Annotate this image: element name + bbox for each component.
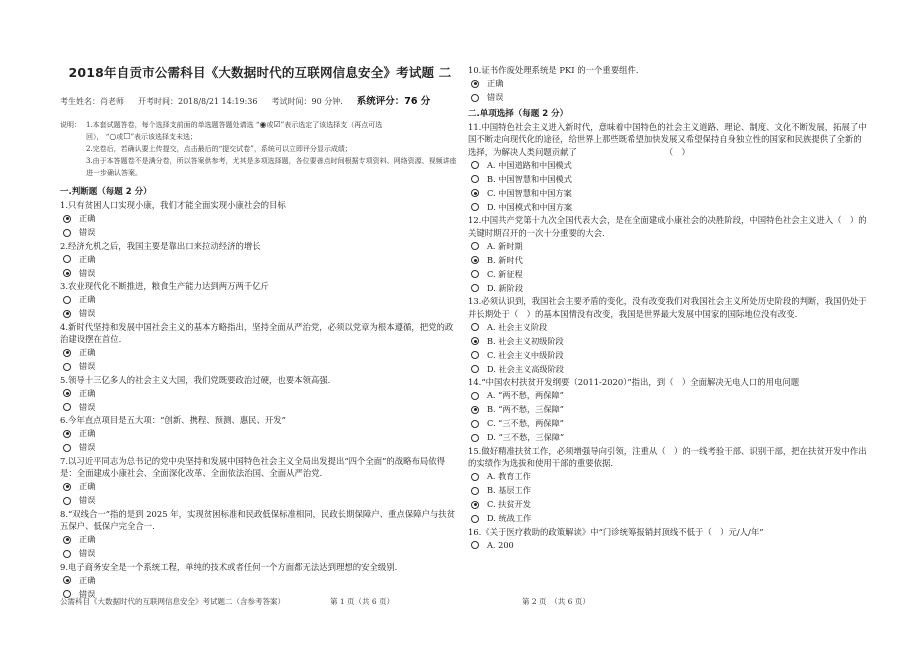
instr-text: 或	[116, 133, 124, 141]
radio-selected-icon[interactable]	[471, 337, 479, 345]
option-label: C. 中国智慧和中国方案	[487, 187, 572, 198]
option-label: 正确	[79, 481, 96, 491]
footer-doc-title: 公需科目《大数据时代的互联网信息安全》考试题二（含参考答案）	[60, 597, 285, 606]
answer-option[interactable]	[468, 77, 868, 91]
answer-option[interactable]	[468, 253, 868, 267]
radio-selected-icon[interactable]	[471, 256, 479, 264]
answer-option[interactable]	[468, 362, 868, 376]
option-label: C. 新征程	[487, 268, 523, 279]
option-label: C. “三不愁，两保障”	[487, 418, 564, 428]
option-label: D. 新阶段	[487, 282, 524, 293]
option-label: D. “三不愁，三保障”	[487, 432, 565, 442]
option-label: 错误	[79, 401, 96, 412]
right-page	[468, 0, 868, 552]
radio-selected-icon[interactable]	[63, 269, 71, 277]
radio-empty-icon[interactable]	[471, 161, 479, 169]
question-text: 8.“双线合一”指的是到 2025 年，实现贫困标准和民政低保标准相同，民政长期保障户、重点保障户与扶贫五保户、低保户完全合一.	[60, 508, 455, 531]
question-text: 16.《关于医疗救助的政策解读》中“门诊统筹报销封顶线不低于（ ）元/人/年”	[468, 526, 764, 537]
radio-empty-icon[interactable]	[471, 242, 479, 250]
option-label: 正确	[79, 428, 96, 438]
radio-empty-icon[interactable]	[471, 270, 479, 278]
answer-option[interactable]	[468, 470, 868, 484]
option-label: B. 基层工作	[487, 485, 531, 495]
option-label: D. 社会主义高级阶段	[487, 363, 564, 374]
instructions-label: 说明：	[60, 121, 81, 129]
question-text: 6.今年直点项目是五大项：“创新、携程、预测、惠民、开发”	[60, 415, 286, 425]
question-text: 10.证书作废处理系统是 PKI 的一个重要组件.	[468, 65, 639, 75]
answer-option[interactable]	[60, 547, 460, 561]
checkbox-checked-icon: ☑	[273, 120, 281, 129]
answer-option[interactable]	[468, 186, 868, 200]
option-label: 正确	[79, 294, 96, 304]
answer-option[interactable]	[60, 212, 460, 226]
option-label: D. 中国模式和中国方案	[487, 201, 573, 212]
option-label: B. 新时代	[487, 254, 523, 265]
radio-empty-icon[interactable]	[63, 229, 71, 237]
answer-option[interactable]	[468, 498, 868, 512]
radio-empty-icon[interactable]	[63, 444, 71, 452]
option-label: 错误	[79, 495, 96, 505]
radio-selected-icon: ◉	[259, 120, 267, 129]
instr-text: 1.本套试题答卷，每个选择支前面的单选题答题处请选 “	[86, 121, 260, 129]
exam-title: 2018年自贡市公需科目《大数据时代的互联网信息安全》考试题 二	[68, 65, 452, 80]
radio-empty-icon[interactable]	[471, 323, 479, 331]
single-choice-list	[468, 121, 868, 553]
radio-empty-icon[interactable]	[471, 434, 479, 442]
radio-empty-icon[interactable]	[471, 203, 479, 211]
question-text: 1.只有贫困人口实现小康，我们才能全面实现小康社会的目标	[60, 200, 286, 210]
radio-empty-icon[interactable]	[471, 284, 479, 292]
answer-option[interactable]	[468, 267, 868, 281]
duration: 考试时间：90 分钟.	[271, 97, 343, 106]
answer-option[interactable]	[60, 252, 460, 266]
answer-option[interactable]	[60, 226, 460, 240]
radio-empty-icon[interactable]	[471, 392, 479, 400]
option-label: 正确	[79, 253, 96, 264]
option-label: C. 社会主义中级阶段	[487, 349, 564, 360]
answer-option[interactable]	[468, 417, 868, 431]
radio-selected-icon[interactable]	[63, 483, 71, 491]
radio-empty-icon[interactable]	[63, 497, 71, 505]
option-label: 错误	[487, 92, 504, 102]
option-label: 正确	[79, 347, 96, 357]
answer-option[interactable]	[468, 403, 868, 417]
candidate-name: 考生姓名：肖老师	[60, 97, 124, 106]
radio-selected-icon[interactable]	[63, 430, 71, 438]
radio-empty-icon[interactable]	[471, 541, 479, 549]
question-text: 9.电子商务安全是一个系统工程，单纯的技术或者任何一个方面都无法达到理想的安全级别.	[60, 561, 398, 572]
answer-option[interactable]	[60, 400, 460, 414]
radio-empty-icon: ○	[109, 132, 117, 141]
radio-empty-icon[interactable]	[63, 363, 71, 371]
judge-question-10	[468, 64, 868, 105]
option-label: B. 社会主义初级阶段	[487, 335, 564, 346]
radio-selected-icon[interactable]	[471, 80, 479, 88]
option-label: 错误	[79, 308, 96, 318]
start-time: 开考时间：2018/8/21 14:19:36	[138, 97, 258, 106]
question-text: 5.领导十三亿多人的社会主义大国，我们党既要政治过硬，也要本领高强.	[60, 374, 331, 385]
footer-page-1: 第 1 页（共 6 页）	[330, 597, 395, 606]
instructions	[60, 119, 460, 179]
radio-selected-icon[interactable]	[63, 310, 71, 318]
radio-selected-icon[interactable]	[471, 501, 479, 509]
answer-option[interactable]	[468, 91, 868, 105]
radio-empty-icon[interactable]	[471, 515, 479, 523]
instr-line-3: 3.由于本答题卷不是满分卷，所以答案供参考，尤其是多项选择题，各位要善点时间根据专项资料、网络资源、视频讲座进一步确认答案。	[86, 157, 457, 177]
option-label: D. 统战工作	[487, 513, 532, 523]
answer-option[interactable]	[60, 494, 460, 508]
option-label: A. “两不愁，两保障”	[487, 390, 564, 400]
option-label: B. 中国智慧和中国模式	[487, 173, 572, 184]
answer-option[interactable]	[468, 348, 868, 362]
answer-option[interactable]	[60, 573, 460, 587]
section-single-title: 二.单项选择（每题 2 分）	[468, 108, 569, 119]
question-text: 15.做好精准扶贫工作，必须增强导向引领，注重从（ ）的一线考验干部、识别干部，把在扶贫开发中作出的实绩作为选拔和使用干部的重要依据.	[468, 445, 867, 468]
left-page	[60, 0, 460, 601]
answer-option[interactable]	[468, 484, 868, 498]
radio-empty-icon[interactable]	[63, 550, 71, 558]
answer-option[interactable]	[60, 266, 460, 280]
judge-question-list	[60, 199, 460, 601]
option-label: A. 教育工作	[487, 471, 531, 481]
answer-option[interactable]	[60, 360, 460, 374]
answer-option[interactable]	[468, 320, 868, 334]
answer-option[interactable]	[60, 346, 460, 360]
radio-selected-icon[interactable]	[63, 576, 71, 584]
radio-empty-icon[interactable]	[63, 296, 71, 304]
radio-empty-icon[interactable]	[63, 255, 71, 263]
radio-empty-icon[interactable]	[471, 420, 479, 428]
radio-selected-icon[interactable]	[63, 215, 71, 223]
answer-option[interactable]	[468, 172, 868, 186]
option-label: 正确	[79, 574, 96, 585]
answer-option[interactable]	[60, 293, 460, 307]
option-label: 正确	[79, 213, 96, 223]
answer-option[interactable]	[468, 389, 868, 403]
answer-option[interactable]	[60, 427, 460, 441]
question-text: 2.经济允机之后，我国主要是靠出口来拉动经济的增长	[60, 240, 261, 251]
answer-option[interactable]	[468, 538, 868, 552]
answer-option[interactable]	[60, 533, 460, 547]
answer-option[interactable]	[60, 307, 460, 321]
radio-selected-icon[interactable]	[63, 536, 71, 544]
radio-empty-icon[interactable]	[471, 365, 479, 373]
answer-option[interactable]	[468, 200, 868, 214]
option-label: C. 扶贫开发	[487, 499, 531, 509]
question-text: 13.必须认识到，我国社会主要矛盾的变化，没有改变我们对我国社会主义所处历史阶段的判断，我国仍处于并长期处于（ ）的基本国情没有改变，我国是世界最大发展中国家的国际地位没有改变.	[468, 296, 867, 319]
system-score: 系统评分：76 分	[356, 96, 431, 107]
radio-selected-icon[interactable]	[471, 406, 479, 414]
radio-empty-icon[interactable]	[471, 351, 479, 359]
option-label: A. 社会主义阶段	[487, 321, 548, 332]
section-judge-title: 一.判断题（每题 2 分）	[60, 187, 152, 197]
option-label: 错误	[79, 548, 96, 558]
option-label: 正确	[487, 78, 504, 88]
radio-selected-icon[interactable]	[63, 349, 71, 357]
question-text: 14.“中国农村扶贫开发纲要（2011-2020）”指出，到（ ）全面解决无电人口的用电问题	[468, 377, 800, 387]
radio-selected-icon[interactable]	[63, 389, 71, 397]
answer-option[interactable]	[60, 386, 460, 400]
exam-meta	[60, 93, 460, 107]
answer-option[interactable]	[60, 480, 460, 494]
checkbox-empty-icon: ☐	[123, 132, 131, 141]
answer-option[interactable]	[468, 334, 868, 348]
option-label: 错误	[79, 227, 96, 237]
instr-text: ”表示选定了该选择支（再点可选	[280, 121, 383, 129]
instr-text: 或	[266, 121, 274, 129]
question-text: 7.以习近平同志为总书记的党中央坚持和发展中国特色社会主义全局出发提出“四个全面”的战略布局依得是：全面建成小康社会、全面深化改革、全面依法治国、全面从严治党.	[60, 455, 446, 478]
question-text: 11.中国特色社会主义进入新时代，意味着中国特色的社会主义道路、理论、制度、文化不断发展，拓展了中国不断走向现代化的途径，给世界上那些既希望加快发展又希望保持自身独立性的国家和民族提供了全新的选择，为解决人类问题贡献了 （ ）	[468, 121, 867, 157]
option-label: 正确	[79, 387, 96, 398]
answer-option[interactable]	[468, 158, 868, 172]
option-label: 正确	[79, 534, 96, 544]
footer-page-2: 第 2 页 （共 6 页）	[522, 597, 590, 606]
radio-empty-icon[interactable]	[471, 94, 479, 102]
answer-option[interactable]	[468, 281, 868, 295]
instr-line-2: 2.完卷后，若确认要上传提交，点击最后的“提交试卷”，系统可以立即评分显示成绩；	[86, 145, 352, 153]
question-text: 12.中国共产党第十九次全国代表大会，是在全面建成小康社会的决胜阶段，中国特色社会主义进入（ ）的关键时期召开的一次十分重要的大会.	[468, 215, 867, 238]
option-label: 错误	[79, 588, 96, 599]
option-label: 错误	[79, 442, 96, 452]
option-label: A. 中国道路和中国模式	[487, 159, 572, 170]
radio-empty-icon[interactable]	[471, 175, 479, 183]
question-text: 4.新时代坚持和发展中国社会主义的基本方略指出，坚持全面从严治党，必须以党章为根本遵循，把党的政治建设摆在首位.	[60, 321, 454, 344]
radio-empty-icon[interactable]	[471, 473, 479, 481]
radio-selected-icon[interactable]	[471, 189, 479, 197]
radio-empty-icon[interactable]	[63, 403, 71, 411]
radio-empty-icon[interactable]	[471, 487, 479, 495]
option-label: 错误	[79, 267, 96, 278]
option-label: B. “两不愁，三保障”	[487, 404, 564, 414]
instr-text: 回）， “	[86, 133, 110, 141]
option-label: 错误	[79, 361, 96, 371]
question-text: 3.农业现代化不断推进，粮食生产能力达到两万两千亿斤	[60, 281, 269, 291]
answer-option[interactable]	[468, 431, 868, 445]
answer-option[interactable]	[60, 441, 460, 455]
answer-option[interactable]	[468, 239, 868, 253]
answer-option[interactable]	[468, 512, 868, 526]
option-label: A. 200	[487, 540, 514, 550]
option-label: A. 新时期	[487, 240, 523, 251]
instr-text: ”表示该选择支未选；	[130, 133, 198, 141]
